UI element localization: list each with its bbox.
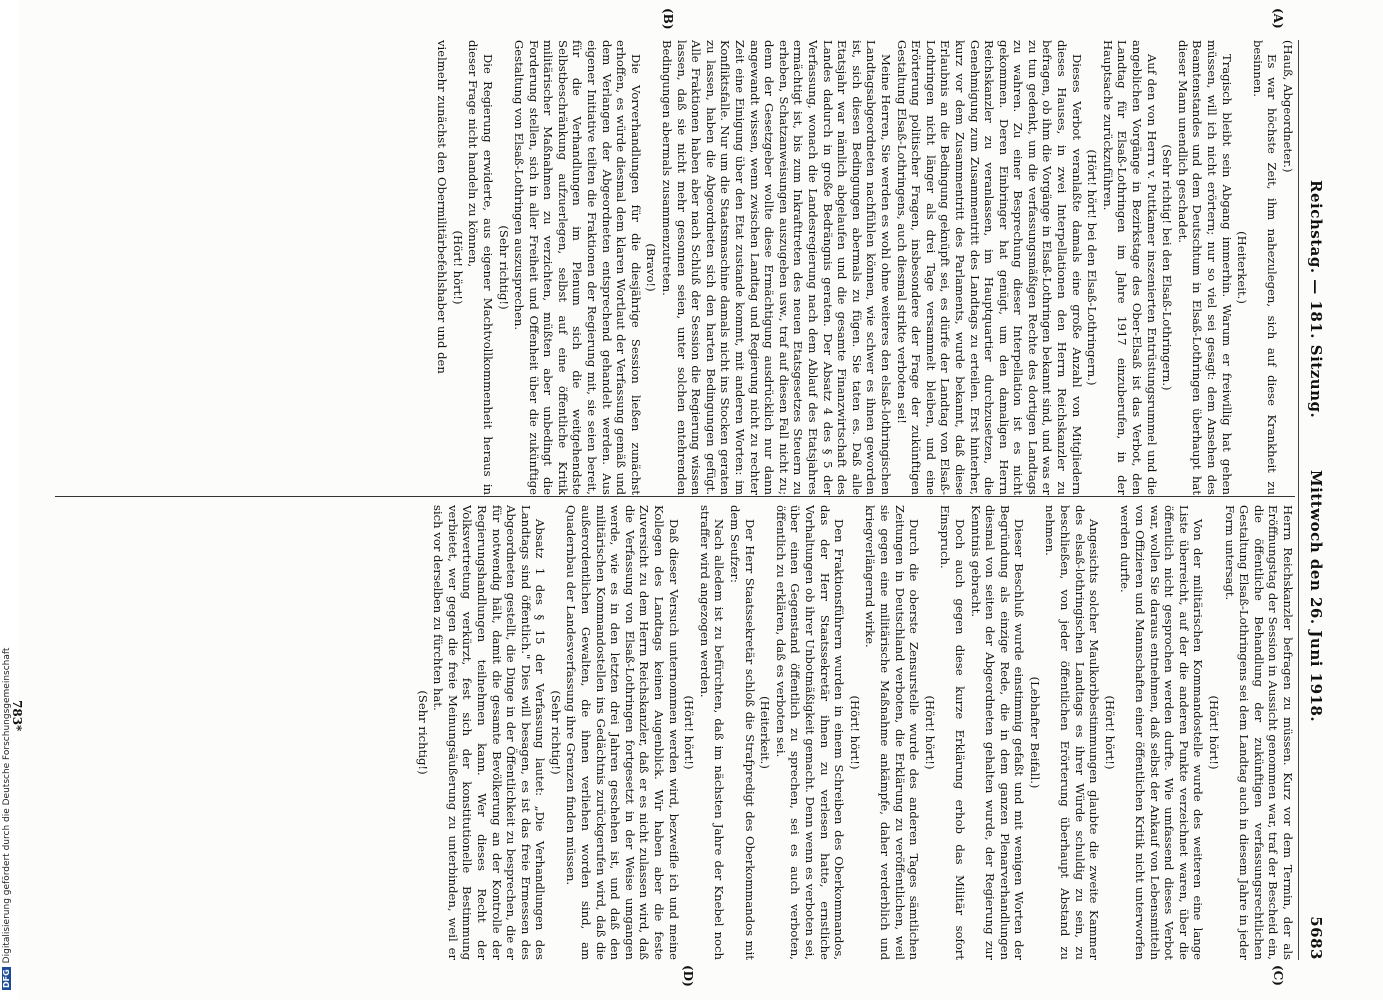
margin-mark-b: (B) [661,8,675,30]
page-header [1297,40,1325,960]
margin-mark-c: (C) [1271,965,1285,986]
interjection: (Sehr richtig!) [548,690,563,775]
paragraph: Meine Herren, Sie werden es wohl ohne weiteres den elsaß-lothringischen Landtagsabgeordneten nachfühlen können, wie schwer es ihnen geworden ist, sich diesen Bedingungen abermals zu fügen. Sie taten es. Daß alle Etatsjahr war nämlich abgelaufen und die gesamte Finanzwirtschaft des Landes dadurch in große Bedrängnis geraten. Der Absatz 4 des § 5 der Verfassung, wonach die Landesregierung nach dem Ablauf des Etatsjahres ermächtigt ist, bis zum Inkrafttreten des neuen Etatsgesetzes Steuern zu erheben, Schatzanweisungen auszugeben usw., traf auf diesen Fall nicht zu; denn der Gesetzgeber wollte diese Ermächtigung ausdrücklich nur dann angewandt wissen, wenn zwischen Landtag und Regierung nicht zu rechter Zeit eine Einigung über den Etat zustande kommt, mit anderen Worten: im Konfliktsfalle. Nur um die Staatsmaschine damals nicht ins Stocken geraten zu lassen, haben die Abgeordneten sich den harten Bedingungen gefügt. Alle Fraktionen haben aber nach Schluß der Session die Regierung wissen lassen, daß sie nicht mehr gesonnen seien, unter solchen entehrenden Bedingungen abermals zusammenzutreten. [660,40,893,495]
column-divider [55,496,1295,497]
interjection: (Lebhafter Beifall.) [1027,676,1042,789]
interjection: (Hört! hört!) [1207,695,1222,770]
header-rule [1298,40,1299,960]
right-column [15,505,1295,960]
interjection: (Bravo!) [644,243,659,292]
paragraph: Herrn Reichskanzler befragen zu müssen. Kurz vor dem Termin, der als Eröffnungstag der Session in Aussicht genommen war, traf der Bescheid ein, die öffentliche Behandlung der zukünftigen verfassungsrechtlichen Gestaltung Elsaß-Lothringens sei dem Landtag auch in diesem Jahre in jeder Form untersagt. [1222,505,1295,960]
paragraph: Von der militärischen Kommandostelle wurde des weiteren eine lange Liste überreicht, auf der die anderen Punkte verzeichnet waren, über die öffentlich nicht gesprochen werden durfte. Wie umfassend dieses Verbot war, wollen Sie daraus entnehmen, daß selbst der Ankauf von Lebensmitteln von Offizieren und Mannschaften einer öffentlichen Kritik nicht unterworfen werden durfte. [1118,505,1206,960]
paragraph: Absatz 1 des § 15 der Verfassung lautet: „Die Verhandlungen des Landtags sind öffentlich." Dies will besagen, es ist das freie Ermessen des Abgeordneten gestellt, die Dinge in der Öffentlichkeit zu besprechen, die er für notwendig hält, damit die gesamte Bevölkerung an der Kontrolle der Regierungshandlungen teilnehmen kann. Wer dieses Recht der Volksvertretung verkürzt, fest sich der konstitutionelle Bestimmung verbietet, wer gegen die freie Meinungsäußerung zu unterbinden, weil er sich vor derselben zu fürchten hat. [431,505,548,960]
paragraph: Den Fraktionsführern wurden in einem Schreiben des Oberkommandos, das der Herr Staatssekretär ihnen zu verlesen hatte, ernstliche Vorhaltungen ob ihrer Unbotmäßigkeit gemacht. Denn wenn es verboten sei, über einen Gegenstand öffentlich zu sprechen, sei es auch verboten, öffentlich zu erklären, daß es verboten sei. [773,505,847,960]
paragraph: Daß dieser Versuch unternommen werden wird, bezweifle ich und meine Kollegen des Landtags keinen Augenblick. Wir haben aber die feste Zuversicht zu dem Herrn Reichskanzler, daß er es nicht zulassen wird, daß die Verfassung von Elsaß-Lothringen fortgesetzt in der Weise umgangen werde, wie es in den letzten drei Jahren geschehen ist, und daß den militärischen Kommandostellen ins Gedächtnis zurückgerufen wird, daß die außerordentlichen Gewalten, die ihnen verliehen worden sind, am Quadernbau der Landesverfassung ihre Grenzen finden müssen. [564,505,681,960]
interjection: (Sehr richtig! bei den Elsaß-Lothringern.) [1160,144,1175,391]
paragraph: Es war höchste Zeit, ihm nahezulegen, sich auf diese Krankheit zu besinnen. [1250,40,1280,495]
session-title: Reichstag. — 181. Sitzung. [1307,180,1325,419]
interjection: (Sehr richtig!) [415,690,430,775]
interjection: (Hört! hört!) [922,695,937,770]
interjection: (Hört! hört!) [1102,695,1117,770]
paragraph: (Hauß, Abgeordneter.) [1281,40,1295,173]
interjection: (Heiterkeit.) [758,696,773,769]
paragraph: Angesichts solcher Maulkorbbestimmungen glaubte die zweite Kammer des elsaß-lothringischen Landtags es ihrer Würde schuldig zu sein, zu beschließen, von jeder öffentlichen Erörterung überhaupt Abstand zu nehmen. [1043,505,1102,960]
paragraph: Dieser Beschluß wurde einstimmig gefaßt und mit wenigen Worten der Begründung als einzige Rede, die in dem ganzen Plenarverhandlungen diesmal von seiten der Abgeordneten gehalten wurde, der Regierung zur Kenntnis gebracht. [968,505,1027,960]
paragraph: Nach alledem ist zu befürchten, daß im nächsten Jahre der Knebel noch straffer wird angezogen werden. [697,505,727,960]
signature-mark: 783* [10,700,24,732]
margin-mark-a: (A) [1271,8,1285,29]
interjection: (Hört! hört!) [847,695,862,770]
interjection: (Heiterkeit.) [1235,231,1250,304]
interjection: (Hört! hört! bei den Elsaß-Lothringern.) [1085,149,1100,386]
paragraph: Die Regierung erwiderte, aus eigener Machtvollkommenheit heraus in dieser Frage nicht handeln zu können, [466,40,495,495]
interjection: (Hört! hört!) [682,695,697,770]
paragraph: Doch auch gegen diese kurze Erklärung erhob das Militär sofort Einspruch. [938,505,967,960]
interjection: (Hört! hört!) [450,230,465,305]
page-number: 5683 [1307,916,1325,960]
left-column [15,40,1295,495]
paragraph: Auf den von Herrn v. Puttkamer inszenierten Entrüstungsrummel und die angeblichen Vorgänge in Bezirkstage des Ober-Elsaß ist das Verbot, den Landtag für Elsaß-Lothringen im Jahre 1917 einzuberufen, in der Hauptsache zurückzuführen. [1100,40,1159,495]
paragraph: Die Vorverhandlungen für die diesjährige Session ließen zunächst erhoffen, es würde diesmal dem klaren Wortlaut der Verfassung gemäß und dem Verlangen der Abgeordneten entsprechend gehandelt werden. Aus eigener Initiative teilten die Fraktionen der Regierung mit, sie seien bereit, für die Verhandlungen im Plenum sich die weitgehendste Selbstbeschränkung aufzuerlegen, selbst auf eine öffentliche Kritik militärischer Maßnahmen zu verzichten, müßten aber unbedingt die Forderung stellen, sich in aller Freiheit und Offenheit über die zukünftige Gestaltung von Elsaß-Lothringen auszusprechen. [512,40,643,495]
paragraph: Der Herr Staatssekretär schloß die Strafpredigt des Oberkommandos mit dem Seufzer: [728,505,757,960]
paragraph: Tragisch bleibt sein Abgang immerhin. Warum er freiwillig hat gehen müssen, will ich nicht erörtern; nur so viel sei gesagt: dem Ansehen des Beamtenstandes und dem Deutschtum in Elsaß-Lothringen überhaupt hat dieser Mann unendlich geschadet. [1175,40,1234,495]
funding-note: Digitalisierung gefördert durch die Deutsche Forschungsgemeinschaft [2,647,12,964]
margin-mark-d: (D) [681,965,695,987]
paragraph: Durch die oberste Zensurstelle wurde des anderen Tages sämtlichen Zeitungen in Deutschland verboten, die Erklärung zu veröffentlichen, weil sie gegen eine militärische Maßnahme ankämpfe, daher verderblich und kriegverlängernd wirke. [863,505,922,960]
session-date: Mittwoch den 26. Juni 1918. [1307,470,1325,723]
paragraph: vielmehr zunächst den Obermilitärbefehlshaber und den [435,40,450,374]
dfg-logo: DFG [2,969,11,988]
paragraph: Dieses Verbot veranlaßte damals eine große Anzahl von Mitgliedern dieses Hauses, in zwei Interpellationen den Herrn Reichskanzler zu befragen, ob ihm die Vorgänge in Elsaß-Lothringen bekannt sind, und was er zu tun gedenkt, um die verfassungsmäßigen Rechte des dortigen Landtags zu wahren. Zu einer Besprechung dieser Interpellation ist es nicht gekommen. Deren Einbringer hat genügt, um den damaligen Herrn Reichskanzler zu veranlassen, im Hauptquartier durchzusetzen, die Genehmigung zum Zusammentritt des Landtags zu erteilen. Erst hinterher, kurz vor dem Zusammentritt des Parlaments, wurde bekannt, daß diese Erlaubnis an die Bedingung geknüpft sei, es dürfe der Landtag von Elsaß-Lothringen nicht länger als drei Tage versammelt bleiben, und eine Erörterung politischer Fragen, insbesondere der Frage der zukünftigen Gestaltung Elsaß-Lothringens, auch diesmal strikte verboten sei! [894,40,1084,495]
interjection: (Sehr richtig!) [496,225,511,310]
